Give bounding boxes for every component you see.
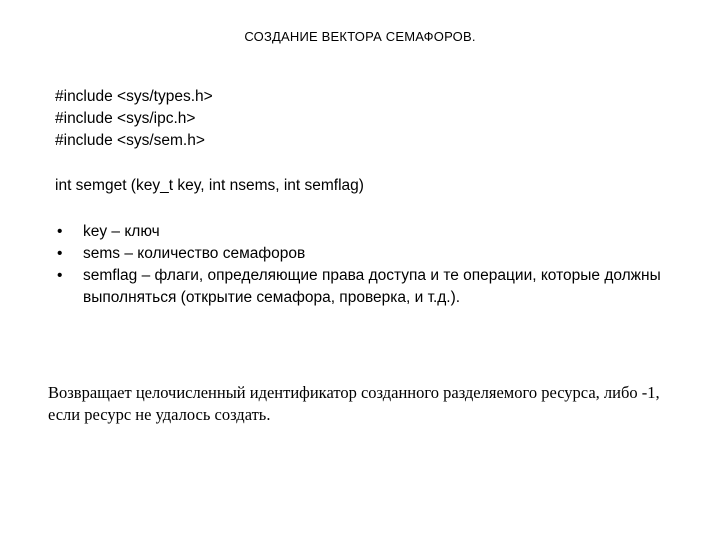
param-key-text: key – ключ bbox=[83, 223, 160, 240]
list-item bbox=[55, 265, 675, 309]
list-item bbox=[55, 243, 675, 265]
param-nsems-text: sems – количество семафоров bbox=[83, 245, 306, 262]
bullet-icon: • bbox=[57, 223, 63, 240]
function-signature: int semget (key_t key, int nsems, int semflag) bbox=[55, 177, 364, 194]
param-semflag-text: semflag – флаги, определяющие права доступа и те операции, которые должны выполняться (открытие семафора, проверка, и т.д.). bbox=[83, 267, 661, 306]
include-line: #include <sys/types.h> bbox=[55, 88, 213, 105]
list-item bbox=[55, 221, 675, 243]
include-line: #include <sys/ipc.h> bbox=[55, 110, 196, 127]
bullet-icon: • bbox=[57, 267, 63, 284]
include-block bbox=[55, 86, 213, 152]
slide-title: СОЗДАНИЕ ВЕКТОРА СЕМАФОРОВ. bbox=[244, 29, 476, 44]
bullet-icon: • bbox=[57, 245, 63, 262]
include-line: #include <sys/sem.h> bbox=[55, 132, 205, 149]
return-value-description: Возвращает целочисленный идентификатор созданного разделяемого ресурса, либо -1, если ресурс не удалось создать. bbox=[48, 383, 660, 424]
parameter-list bbox=[55, 221, 675, 309]
